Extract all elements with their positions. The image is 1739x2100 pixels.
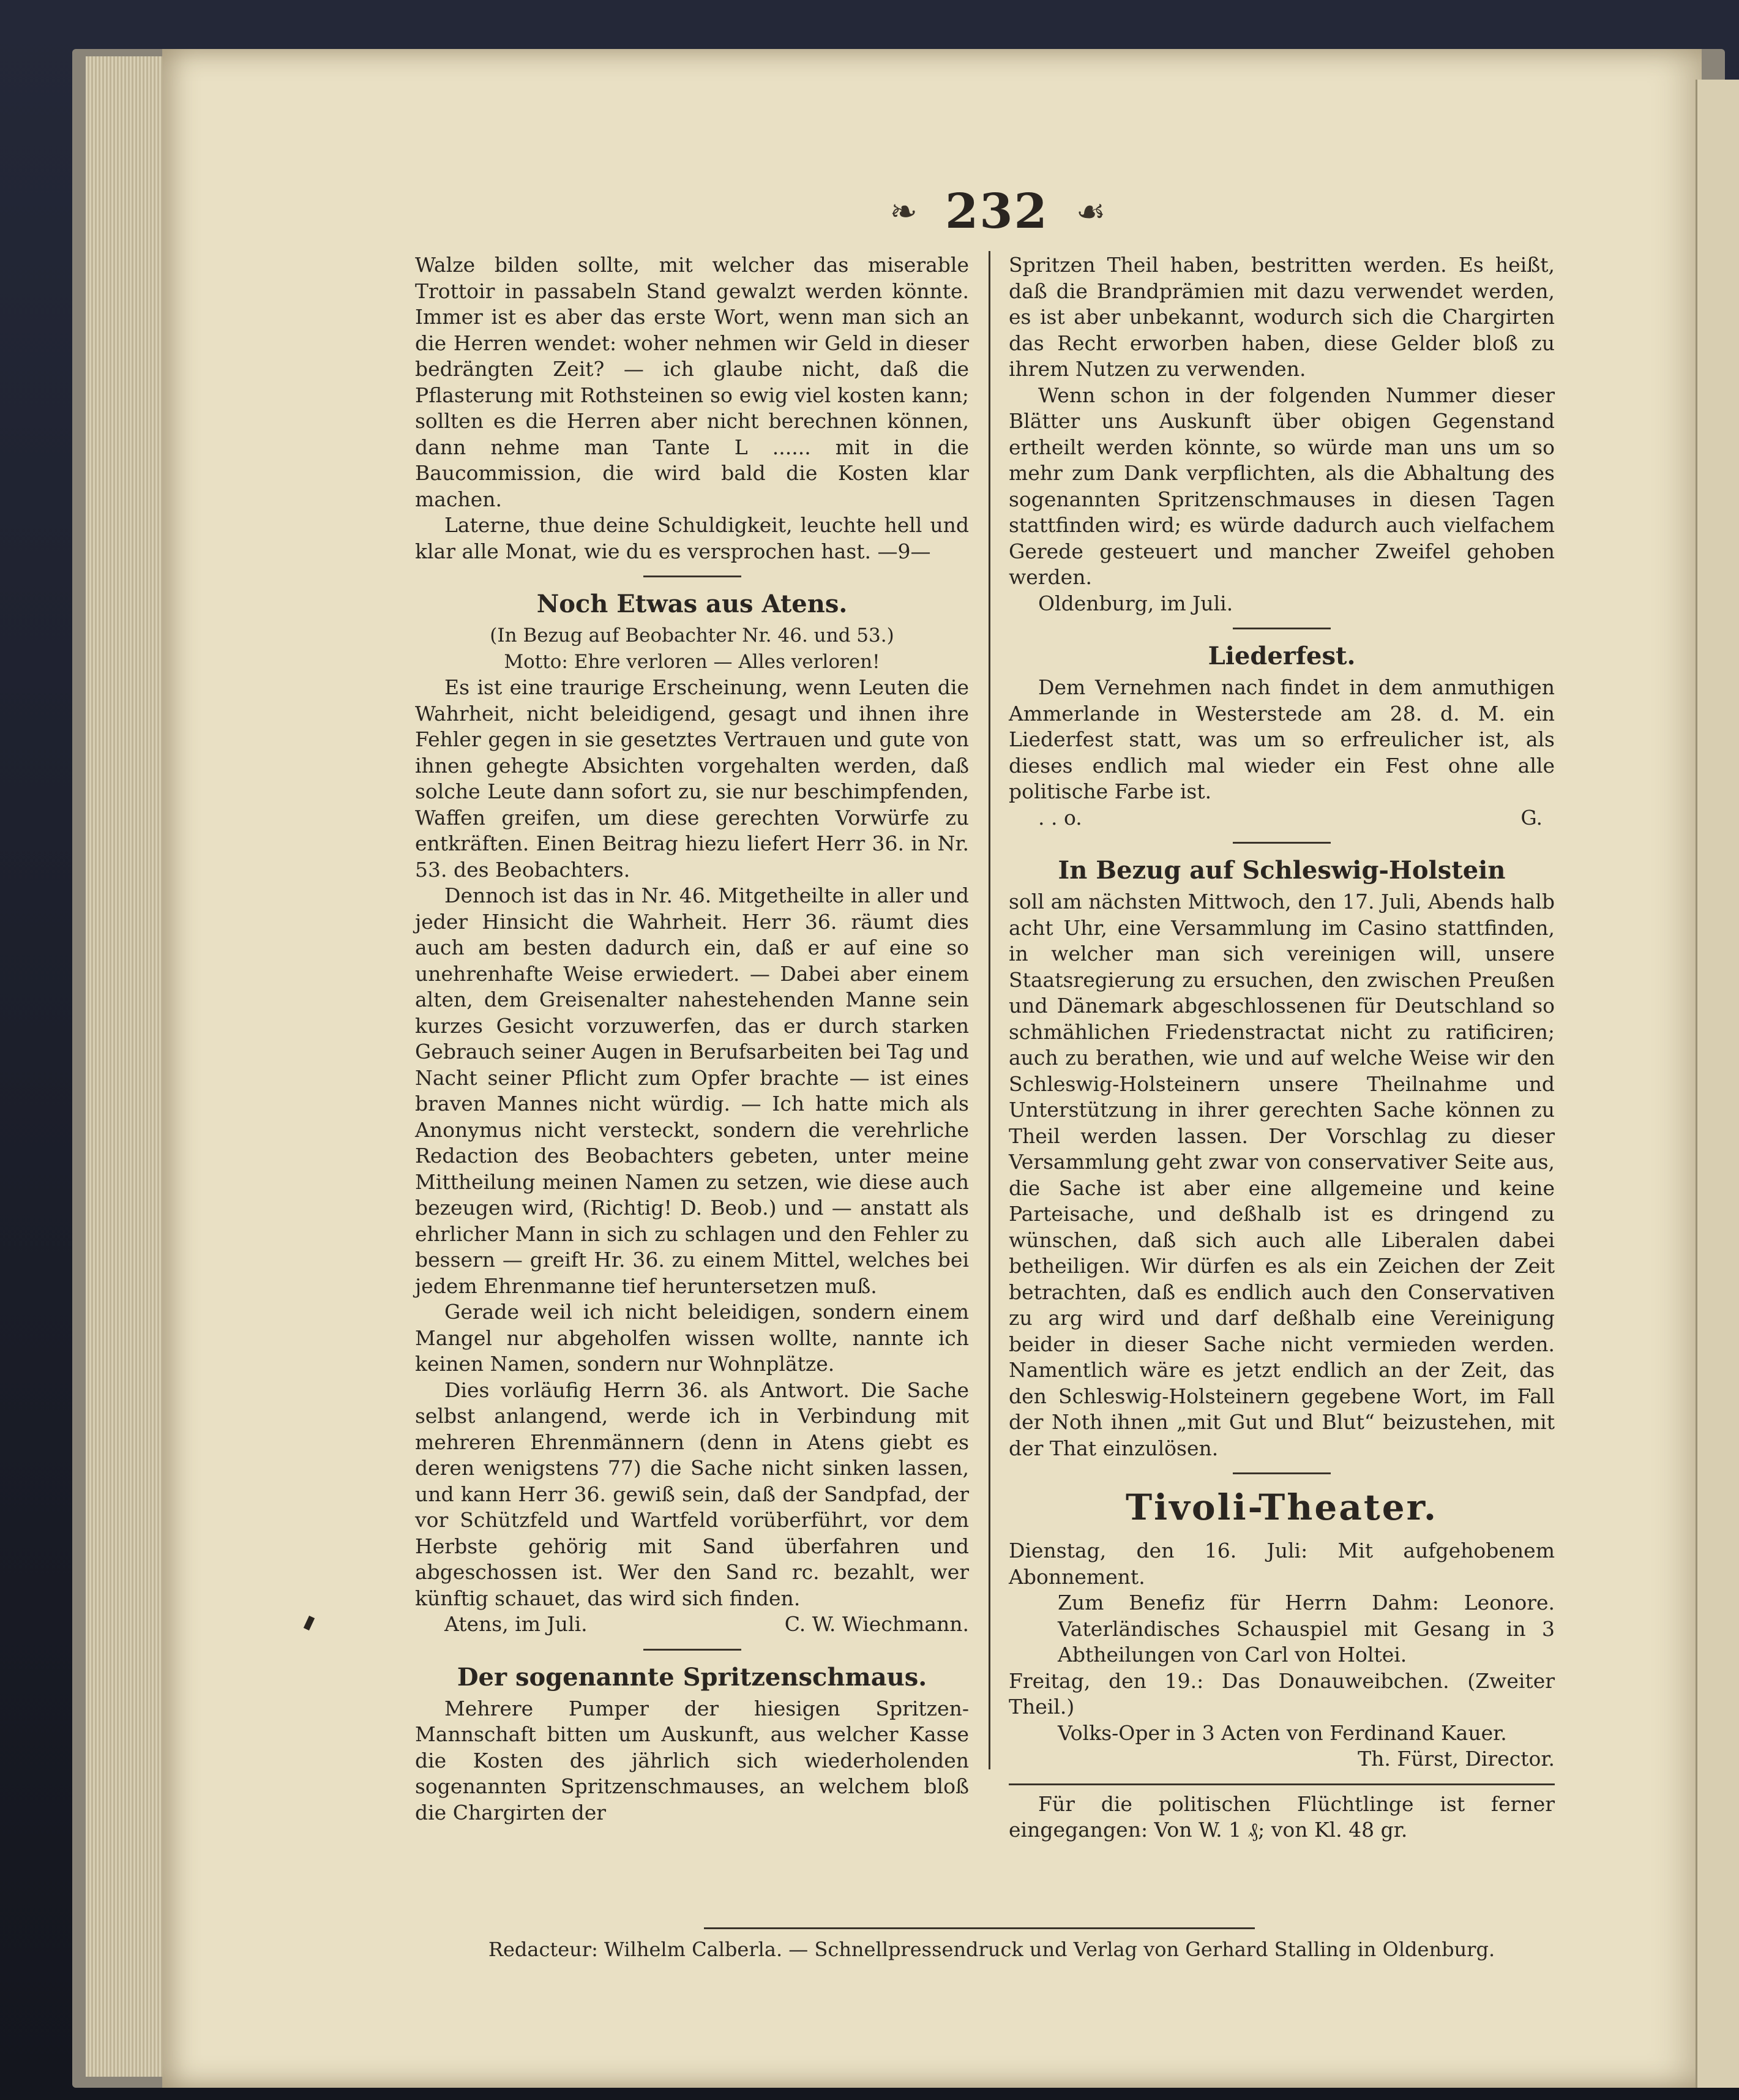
- section-rule: [1233, 628, 1331, 629]
- article-title: In Bezug auf Schleswig-Holstein: [1058, 856, 1506, 885]
- theater-line: Volks-Oper in 3 Acten von Ferdinand Kauer.: [1058, 1720, 1507, 1745]
- section-rule: [643, 1649, 741, 1651]
- page-number: 232: [945, 184, 1049, 239]
- continuation-paragraph: Spritzen Theil haben, bestritten werden. Es heißt, daß die Brandprämien mit dazu verwendet werden, es ist aber unbekannt, wodurch sich die Chargirten das Recht erworben haben, diese Gelder bloß zu ihrem Nutzen zu verwenden.: [1009, 253, 1555, 381]
- article-signature-row: [415, 1611, 969, 1638]
- theater-signature: Th. Fürst, Director.: [1358, 1747, 1555, 1771]
- intro-paragraph: Laterne, thue deine Schuldigkeit, leuchte hell und klar alle Monat, wie du es versprochen hast. —9—: [415, 513, 969, 563]
- facing-page-edge: [1696, 80, 1739, 2088]
- article-paragraph: Dem Vernehmen nach findet in dem anmuthigen Ammerlande in Westerstede am 28. d. M. ein Liederfest statt, was um so erfreulicher ist, als dieses endlich mal wieder ein Fest ohne alle politische Farbe ist.: [1009, 675, 1555, 803]
- theater-line: Zum Benefiz für Herrn Dahm: Leonore. Vaterländisches Schauspiel mit Gesang in 3 Abtheilungen von Carl von Holtei.: [1058, 1591, 1555, 1667]
- article-signature: G.: [1520, 805, 1543, 830]
- article-paragraph: Dies vorläufig Herrn 36. als Antwort. Die Sache selbst anlangend, werde ich in Verbindung mit mehreren Ehrenmännern (denn in Atens giebt es deren wenigstens 77) die Sache nicht sinken lassen, und kann Herr 36. gewiß sein, daß der Sandpfad, der vor Schützfeld und Wartfeld vorüberführt, vor dem Herbste gehörig mit Sand überfahren und abgeschossen ist. Wer den Sand rc. bezahlt, wer künftig schauet, das wird sich finden.: [415, 1378, 969, 1610]
- article-title: Der sogenannte Spritzenschmaus.: [457, 1662, 927, 1692]
- article-signature: C. W. Wiechmann.: [784, 1612, 969, 1636]
- column-divider: [989, 251, 990, 1769]
- footer-rule: [704, 1927, 1255, 1929]
- article-place: Atens, im Juli.: [444, 1612, 588, 1636]
- article-subtitle: (In Bezug auf Beobachter Nr. 46. und 53.): [490, 624, 894, 647]
- article-paragraph: Es ist eine traurige Erscheinung, wenn Leuten die Wahrheit, nicht beleidigend, gesagt und ihnen ihre Fehler gegen in sie gesetztes Vertrauen und gute von ihnen gehegte Absichten vorgehalten werden, daß solche Leute dann sofort zu, sie nur beschimpfenden, Waffen greifen, um diese gerechten Vorwürfe zu entkräften. Einen Beitrag hiezu liefert Herr 36. in Nr. 53. des Beobachters.: [415, 675, 969, 882]
- article-paragraph: soll am nächsten Mittwoch, den 17. Juli, Abends halb acht Uhr, eine Versammlung im Casino stattfinden, in welcher man sich vereinigen will, unsere Staatsregierung zu ersuchen, den zwischen Preußen und Dänemark abgeschlossenen für Deutschland so schmählichen Friedenstractat nicht zu ratificiren; auch zu berathen, wie und auf welche Weise wir den Schleswig-Holsteinern unsere Theilnahme und Unterstützung in ihrer gerechten Sache können zu Theil werden lassen. Der Vorschlag zu dieser Versammlung geht zwar von conservativer Seite aus, die Sache ist aber eine allgemeine und keine Parteisache, und deßhalb ist es dringend zu wünschen, daß sich auch alle Liberalen dabei betheiligen. Wir dürfen es als ein Zeichen der Zeit betrachten, daß es endlich auch den Conservativen zu arg wird und darf deßhalb eine Vereinigung beider in dieser Sache nicht vermieden werden. Namentlich wäre es jetzt endlich an der Zeit, das den Schleswig-Holsteinern gegebene Wort, im Fall der Noth ihnen „mit Gut und Blut“ beizustehen, mit der That einzulösen.: [1009, 890, 1555, 1460]
- article-paragraph: Mehrere Pumper der hiesigen Spritzen-Mannschaft bitten um Auskunft, aus welcher Kasse die Kosten des jährlich sich wiederholenden sogenannten Spritzenschmauses, an welchem bloß die Chargirten der: [415, 1696, 969, 1824]
- intro-paragraph: Walze bilden sollte, mit welcher das miserable Trottoir in passabeln Stand gewalzt werden könnte. Immer ist es aber das erste Wort, wenn man sich an die Herren wendet: woher nehmen wir Geld in dieser bedrängten Zeit? — ich glaube nicht, daß die Pflasterung mit Rothsteinen so ewig viel kosten kann; sollten es die Herren aber nicht berechnen können, dann nehme man Tante L ...... mit in die Baucommission, die wird bald die Kosten klar machen.: [415, 253, 969, 511]
- article-title: Liederfest.: [1208, 642, 1356, 670]
- imprint-footer: Redacteur: Wilhelm Calberla. — Schnellpressendruck und Verlag von Gerhard Stalling in Oldenburg.: [488, 1938, 1495, 1961]
- theater-title: Tivoli-Theater.: [1125, 1487, 1438, 1528]
- section-rule: [1233, 1472, 1331, 1474]
- refugee-notice: Für die politischen Flüchtlinge ist ferner eingegangen: Von W. 1 ₰; von Kl. 48 gr.: [1009, 1791, 1555, 1842]
- article-paragraph: Gerade weil ich nicht beleidigen, sondern einem Mangel nur abgeholfen wissen wollte, nannte ich keinen Namen, sondern nur Wohnplätze.: [415, 1300, 969, 1376]
- section-rule: [1009, 1783, 1555, 1785]
- continuation-place: Oldenburg, im Juli.: [1038, 591, 1233, 615]
- theater-line: Freitag, den 19.: Das Donauweibchen. (Zweiter Theil.): [1009, 1668, 1555, 1719]
- section-rule: [643, 576, 741, 577]
- section-rule: [1233, 842, 1331, 844]
- article-signature-row: [1009, 805, 1555, 831]
- left-column: [415, 252, 969, 1967]
- article-motto: Motto: Ehre verloren — Alles verloren!: [504, 650, 880, 673]
- right-column: [1009, 252, 1555, 1844]
- continuation-paragraph: Wenn schon in der folgenden Nummer dieser Blätter uns Auskunft über obigen Gegenstand ertheilt werden könnte, so würde man uns um so mehr zum Dank verpflichten, als die Abhaltung des sogenannten Spritzenschmauses in diesen Tagen stattfinden wird; es würde dadurch auch vielfachem Gerede gesteuert und mancher Zweifel gehoben werden.: [1009, 383, 1555, 589]
- left-ornament-icon: ❧: [889, 192, 918, 231]
- article-signature: . . o.: [1038, 805, 1082, 830]
- theater-line: Dienstag, den 16. Juli: Mit aufgehobenem Abonnement.: [1009, 1539, 1555, 1589]
- right-ornament-icon: ☙: [1075, 192, 1106, 231]
- article-title: Noch Etwas aus Atens.: [536, 590, 848, 618]
- page-header: [845, 184, 1151, 239]
- page-stack-edge: [86, 56, 171, 2077]
- article-paragraph: Dennoch ist das in Nr. 46. Mitgetheilte in aller und jeder Hinsicht die Wahrheit. Herr 36. räumt dies auch am besten dadurch ein, daß er auf eine so unehrenhafte Weise erwiedert. — Dabei aber einem alten, dem Greisenalter nahestehenden Manne sein kurzes Gesicht vorzuwerfen, das er durch starken Gebrauch seiner Augen in Berufsarbeiten bei Tag und Nacht seiner Pflicht zum Opfer brachte — ist eines braven Mannes nicht würdig. — Ich hatte mich als Anonymus nicht versteckt, sondern die verehrliche Redaction des Beobachters gebeten, unter meine Mittheilung meinen Namen zu setzen, wie diese auch bezeugen wird, (Richtig! D. Beob.) und — anstatt als ehrlicher Mann in sich zu schlagen und den Fehler zu bessern — greift Hr. 36. zu einem Mittel, welches bei jedem Ehrenmanne tief heruntersetzen muß.: [415, 883, 970, 1298]
